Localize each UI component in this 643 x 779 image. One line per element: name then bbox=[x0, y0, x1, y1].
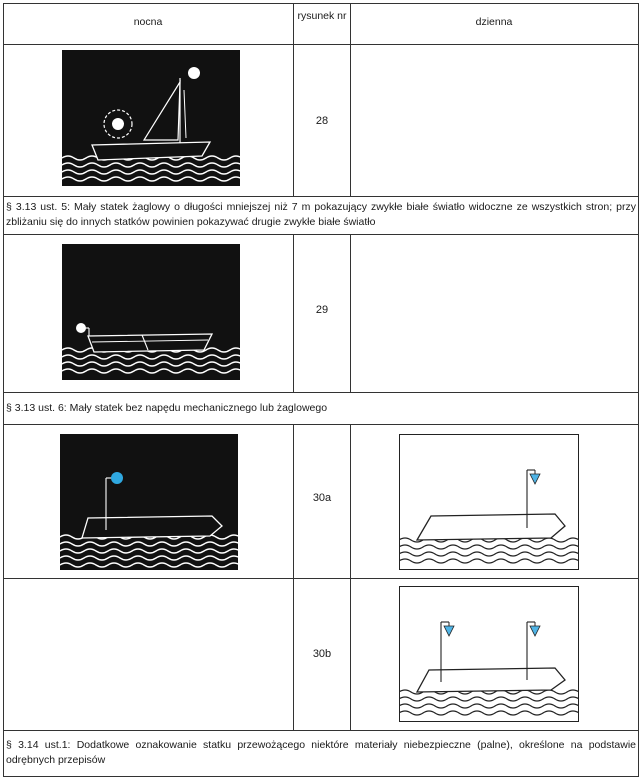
table-border-right bbox=[638, 3, 639, 777]
caption-30: § 3.14 ust.1: Dodatkowe oznakowanie statku przewożącego niektóre materiały niebezpieczne (palne), określone na podstawie odrębnych przepisów bbox=[6, 739, 636, 766]
caption-28: § 3.13 ust. 5: Mały statek żaglowy o długości mniejszej niż 7 m pokazujący zwykłe białe światło widoczne ze wszystkich stron; przy zbliżaniu się do innych statków powinien pokazywać drugie zwykłe białe światło bbox=[6, 201, 636, 228]
col-divider-2a bbox=[350, 3, 351, 196]
table-border-bottom bbox=[3, 776, 639, 777]
row-divider-28 bbox=[3, 196, 639, 197]
table-border-left bbox=[3, 3, 4, 777]
night-panel-28 bbox=[62, 50, 240, 186]
caption-29: § 3.13 ust. 6: Mały statek bez napędu mechanicznego lub żaglowego bbox=[6, 402, 328, 414]
figure-number-29: 29 bbox=[315, 304, 329, 316]
header-night: nocna bbox=[133, 16, 163, 28]
header-day: dzienna bbox=[475, 16, 513, 28]
row-divider-30b bbox=[3, 730, 639, 731]
row-divider-29 bbox=[3, 392, 639, 393]
col-divider-1a bbox=[293, 3, 294, 196]
vessel-blue-cone-day-image bbox=[399, 434, 579, 570]
caption-divider-28 bbox=[3, 234, 639, 235]
day-panel-30a bbox=[399, 434, 579, 570]
vessel-two-blue-cones-day-image bbox=[399, 586, 579, 722]
small-sailboat-night-image bbox=[62, 50, 240, 186]
figure-number-28: 28 bbox=[315, 115, 329, 127]
col-divider-2c bbox=[350, 424, 351, 730]
table-border-top bbox=[3, 3, 639, 4]
vessel-blue-light-night-image bbox=[60, 434, 238, 570]
figure-number-30b: 30b bbox=[312, 648, 332, 660]
row-divider-30a bbox=[3, 578, 639, 579]
night-panel-30a bbox=[60, 434, 238, 570]
col-divider-2b bbox=[350, 234, 351, 392]
small-boat-night-image bbox=[62, 244, 240, 380]
caption-divider-29 bbox=[3, 424, 639, 425]
figure-number-30a: 30a bbox=[312, 492, 332, 504]
night-panel-29 bbox=[62, 244, 240, 380]
header-divider bbox=[3, 44, 639, 45]
day-panel-30b bbox=[399, 586, 579, 722]
col-divider-1c bbox=[293, 424, 294, 730]
header-figure-number: rysunek nr bbox=[297, 10, 347, 22]
